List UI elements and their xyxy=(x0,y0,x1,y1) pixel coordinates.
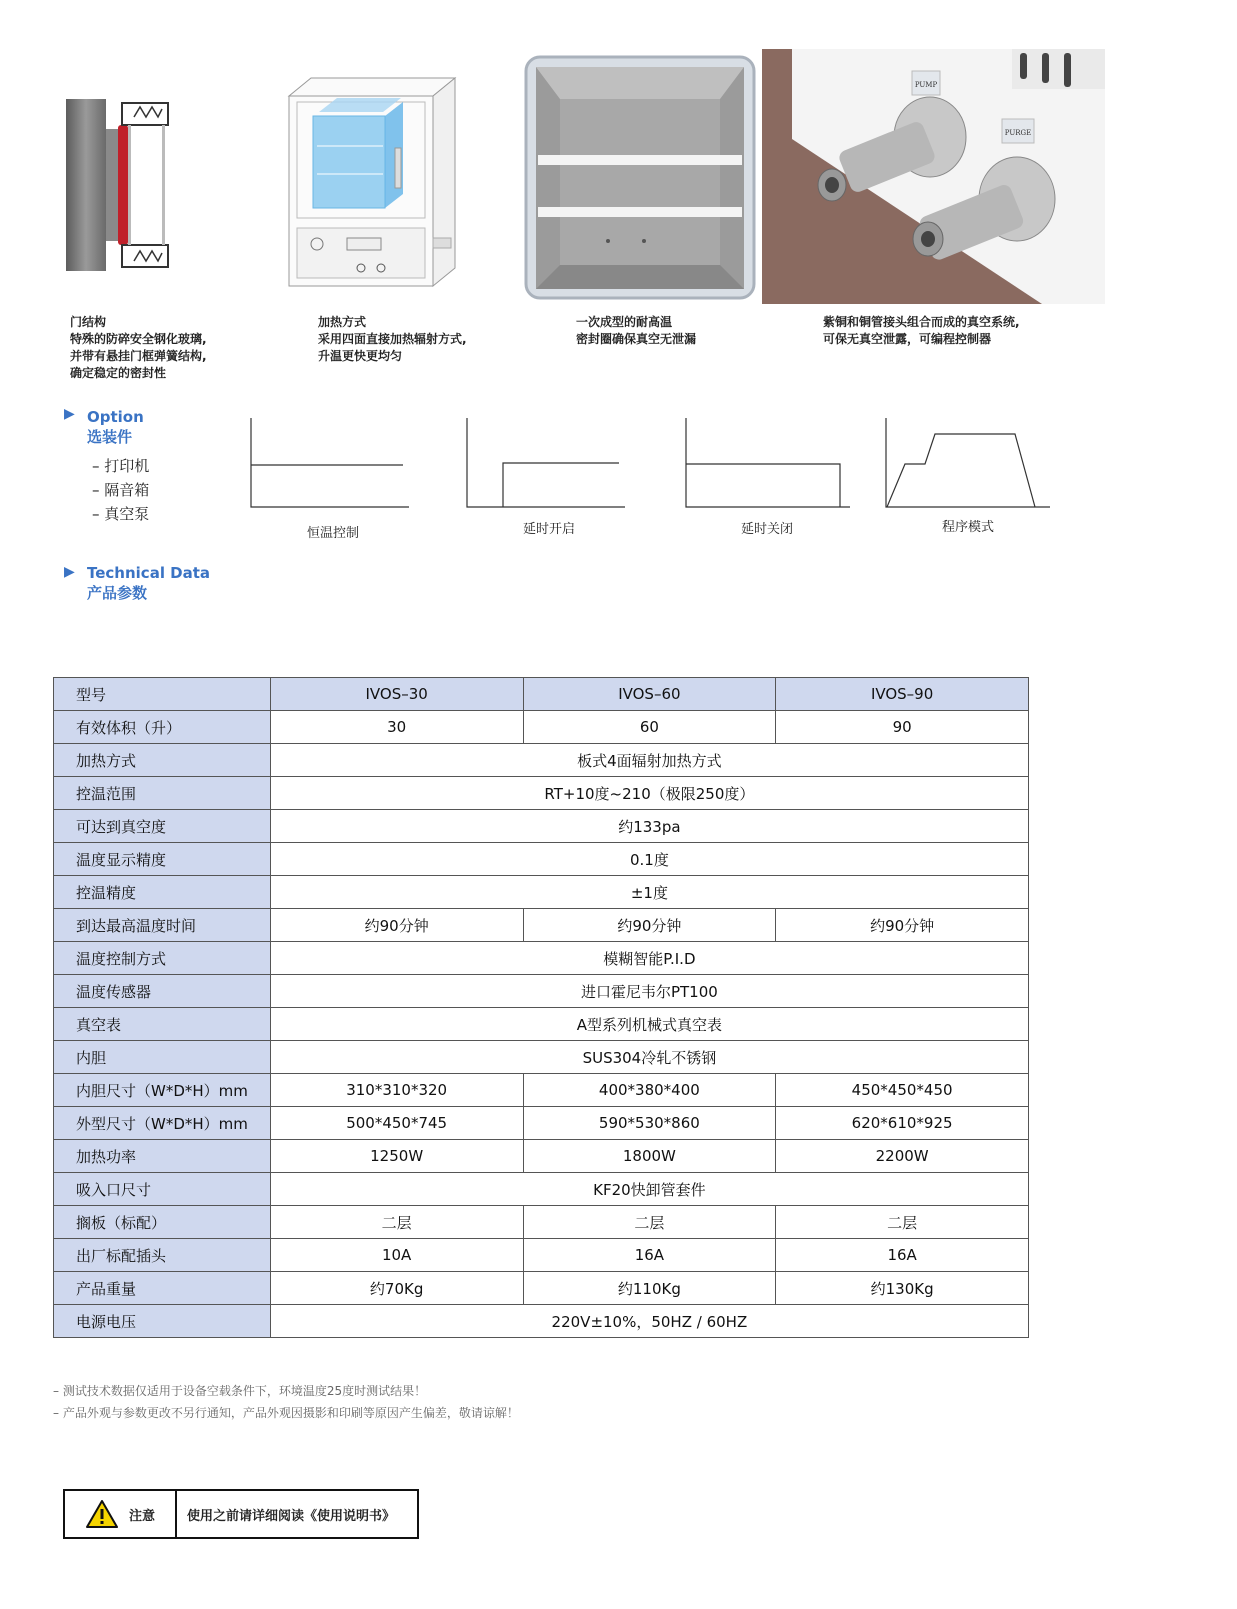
option-title-en: Option xyxy=(87,408,144,426)
spec-row-label: 控温范围 xyxy=(54,777,271,810)
spec-row-label: 电源电压 xyxy=(54,1305,271,1338)
feature-title: 一次成型的耐高温 xyxy=(576,315,673,329)
spec-row-value: 板式4面辐射加热方式 xyxy=(270,744,1028,777)
spec-row-value: 220V±10%，50HZ / 60HZ xyxy=(270,1305,1028,1338)
spec-row-label: 出厂标配插头 xyxy=(54,1239,271,1272)
spec-row xyxy=(54,1140,1029,1173)
technical-title-cn: 产品参数 xyxy=(87,584,148,602)
pump-label-tag xyxy=(912,71,940,95)
spec-row-value: 400*380*400 xyxy=(523,1074,776,1107)
spec-model-cell: IVOS–90 xyxy=(776,678,1029,711)
spec-row-value: 90 xyxy=(776,711,1029,744)
feature-caption-vacuum xyxy=(823,314,1020,348)
spec-row-value: 60 xyxy=(523,711,776,744)
option-arrow-icon: ▶ xyxy=(64,406,75,422)
spec-row xyxy=(54,1305,1029,1338)
spec-row-value: 10A xyxy=(270,1239,523,1272)
spec-row xyxy=(54,975,1029,1008)
notes xyxy=(53,1380,519,1424)
spec-row-value: 30 xyxy=(270,711,523,744)
spec-row-label: 真空表 xyxy=(54,1008,271,1041)
spec-row-label: 到达最高温度时间 xyxy=(54,909,271,942)
spec-row-label: 温度显示精度 xyxy=(54,843,271,876)
option-item: – 隔音箱 xyxy=(92,481,150,499)
option-list xyxy=(92,454,149,526)
option-item: – 打印机 xyxy=(92,457,150,475)
spec-row xyxy=(54,942,1029,975)
feature-line: 密封圈确保真空无泄漏 xyxy=(576,332,697,346)
spec-row-value: 590*530*860 xyxy=(523,1107,776,1140)
spec-row-label: 产品重量 xyxy=(54,1272,271,1305)
spec-row-label: 吸入口尺寸 xyxy=(54,1173,271,1206)
spec-row-value: 二层 xyxy=(270,1206,523,1239)
option-item: – 真空泵 xyxy=(92,505,150,523)
mode-label-delay-stop: 延时关闭 xyxy=(740,522,793,537)
spec-row xyxy=(54,909,1029,942)
spec-row-value: 2200W xyxy=(776,1140,1029,1173)
spec-row-label: 控温精度 xyxy=(54,876,271,909)
spec-row-label: 温度传感器 xyxy=(54,975,271,1008)
feature-line: 确定稳定的密封性 xyxy=(70,366,167,380)
spec-row xyxy=(54,1272,1029,1305)
spec-row-label: 加热功率 xyxy=(54,1140,271,1173)
spec-row-value: SUS304冷轧不锈钢 xyxy=(270,1041,1028,1074)
mode-label-program: 程序模式 xyxy=(941,520,994,535)
spec-row xyxy=(54,1107,1029,1140)
spec-row xyxy=(54,1173,1029,1206)
spec-row-value: 500*450*745 xyxy=(270,1107,523,1140)
warning-box xyxy=(63,1489,419,1539)
spec-row-label: 可达到真空度 xyxy=(54,810,271,843)
spec-row xyxy=(54,1008,1029,1041)
mode-label-constant: 恒温控制 xyxy=(306,526,359,541)
spec-row-value: 16A xyxy=(776,1239,1029,1272)
note-line: – 测试技术数据仅适用于设备空载条件下，环境温度25度时测试结果！ xyxy=(53,1384,427,1398)
spec-header-row xyxy=(54,678,1029,711)
spec-row-value: 1250W xyxy=(270,1140,523,1173)
spec-model-cell: IVOS–60 xyxy=(523,678,776,711)
mode-delay-start-diagram xyxy=(466,418,626,510)
feature-title: 加热方式 xyxy=(318,315,367,329)
purge-label: PURGE xyxy=(1004,129,1032,137)
mode-delay-stop-diagram xyxy=(685,418,855,510)
spec-row xyxy=(54,843,1029,876)
feature-caption-heating xyxy=(318,314,467,365)
warning-triangle-icon xyxy=(85,1499,119,1529)
spec-row xyxy=(54,1206,1029,1239)
spec-header-label: 型号 xyxy=(54,678,271,711)
technical-title-en: Technical Data xyxy=(87,564,211,582)
feature-line: 可保无真空泄露，可编程控制器 xyxy=(823,332,992,346)
spec-row-value: 约90分钟 xyxy=(270,909,523,942)
feature-caption-seal xyxy=(576,314,696,348)
warning-text: 使用之前请详细阅读《使用说明书》 xyxy=(187,1508,396,1524)
warning-label: 注意 xyxy=(128,1508,155,1524)
spec-row xyxy=(54,1239,1029,1272)
spec-row-label: 内胆 xyxy=(54,1041,271,1074)
spec-row-value: KF20快卸管套件 xyxy=(270,1173,1028,1206)
door-structure-diagram xyxy=(62,95,172,275)
vacuum-connectors-photo xyxy=(762,49,1105,304)
spec-row xyxy=(54,777,1029,810)
spec-row-label: 搁板（标配） xyxy=(54,1206,271,1239)
feature-line: 采用四面直接加热辐射方式, xyxy=(318,332,467,346)
spec-row-value: RT+10度~210（极限250度） xyxy=(270,777,1028,810)
spec-row-value: 约130Kg xyxy=(776,1272,1029,1305)
spec-row-value: 约70Kg xyxy=(270,1272,523,1305)
spec-row-value: 620*610*925 xyxy=(776,1107,1029,1140)
spec-row-value: ±1度 xyxy=(270,876,1028,909)
spec-row-value: 0.1度 xyxy=(270,843,1028,876)
spec-row-label: 有效体积（升） xyxy=(54,711,271,744)
spec-row-value: 310*310*320 xyxy=(270,1074,523,1107)
spec-row-value: 二层 xyxy=(776,1206,1029,1239)
spec-row-value: 16A xyxy=(523,1239,776,1272)
spec-row-value: 1800W xyxy=(523,1140,776,1173)
feature-line: 升温更快更均匀 xyxy=(318,349,403,363)
spec-row-value: 二层 xyxy=(523,1206,776,1239)
feature-title: 紫铜和铜管接头组合而成的真空系统, xyxy=(823,315,1020,329)
feature-caption-door xyxy=(70,314,207,382)
spec-row-label: 加热方式 xyxy=(54,744,271,777)
feature-line: 特殊的防碎安全钢化玻璃, xyxy=(70,332,207,346)
spec-row xyxy=(54,1074,1029,1107)
feature-line: 并带有悬挂门框弹簧结构, xyxy=(70,349,207,363)
spec-row-value: 约90分钟 xyxy=(776,909,1029,942)
purge-label-tag xyxy=(1002,119,1034,143)
note-line: – 产品外观与参数更改不另行通知，产品外观因摄影和印刷等原因产生偏差，敬请谅解！ xyxy=(53,1406,519,1420)
spec-row xyxy=(54,1041,1029,1074)
spec-row-value: A型系列机械式真空表 xyxy=(270,1008,1028,1041)
spec-model-cell: IVOS–30 xyxy=(270,678,523,711)
spec-row-label: 内胆尺寸（W*D*H）mm xyxy=(54,1074,271,1107)
mode-constant-temp-diagram xyxy=(250,418,410,510)
spec-row xyxy=(54,711,1029,744)
technical-arrow-icon: ▶ xyxy=(64,564,75,580)
pump-label: PUMP xyxy=(914,81,938,89)
spec-row-value: 450*450*450 xyxy=(776,1074,1029,1107)
spec-table xyxy=(53,677,1029,1338)
mode-program-diagram xyxy=(885,418,1055,510)
spec-row-value: 约133pa xyxy=(270,810,1028,843)
mode-label-delay-start: 延时开启 xyxy=(522,522,575,537)
spec-row-label: 外型尺寸（W*D*H）mm xyxy=(54,1107,271,1140)
spec-row xyxy=(54,744,1029,777)
inner-chamber-photo xyxy=(524,55,756,300)
oven-heating-diagram xyxy=(283,72,465,294)
spec-row-value: 约90分钟 xyxy=(523,909,776,942)
spec-row-label: 温度控制方式 xyxy=(54,942,271,975)
spec-row xyxy=(54,876,1029,909)
spec-row-value: 约110Kg xyxy=(523,1272,776,1305)
option-title-cn: 选装件 xyxy=(87,428,133,446)
warning-label-cell xyxy=(65,1491,177,1537)
spec-row-value: 进口霍尼韦尔PT100 xyxy=(270,975,1028,1008)
spec-row-value: 模糊智能P.I.D xyxy=(270,942,1028,975)
feature-title: 门结构 xyxy=(70,315,107,329)
spec-row xyxy=(54,810,1029,843)
